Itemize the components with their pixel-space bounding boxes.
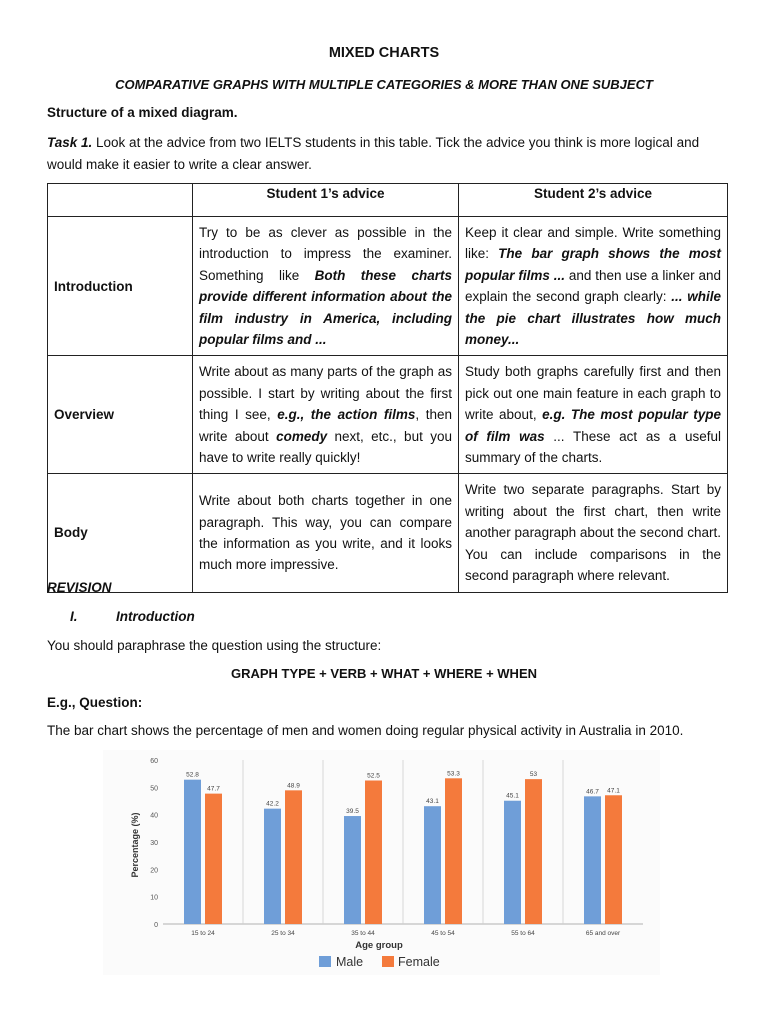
y-tick-label: 10 — [150, 894, 158, 902]
bar-female-5 — [605, 795, 622, 924]
y-tick-label: 0 — [154, 922, 158, 929]
table-header-row — [48, 184, 728, 217]
bar-chart — [103, 750, 660, 975]
row-label-overview: Overview — [48, 356, 193, 474]
legend-swatch-female — [382, 956, 394, 967]
intro-s2-text-2: and then use a linker and explain the second graph clearly: — [465, 267, 721, 305]
overview-student2-cell — [459, 356, 728, 474]
bar-chart-svg — [103, 750, 660, 975]
page-subtitle: COMPARATIVE GRAPHS WITH MULTIPLE CATEGORIES & MORE THAN ONE SUBJECT — [115, 77, 653, 92]
chart-grid — [163, 760, 643, 924]
table-header-student2: Student 2’s advice — [459, 184, 728, 217]
data-label-female: 53.3 — [447, 770, 460, 778]
bar-male-4 — [504, 801, 521, 924]
introduction-student1-cell — [193, 217, 459, 356]
table-header-student1: Student 1’s advice — [193, 184, 459, 217]
y-tick-label: 60 — [150, 758, 158, 765]
legend-swatch-male — [319, 956, 331, 967]
paraphrase-instruction: You should paraphrase the question using the structure: — [47, 638, 382, 653]
bar-female-4 — [525, 779, 542, 924]
x-tick-label: 25 to 34 — [271, 930, 295, 937]
revision-heading: REVISION — [47, 580, 112, 595]
data-label-female: 53 — [529, 771, 538, 779]
intro-s1-example: Both these charts provide different information about the film industry in America, including popular films and ... — [199, 267, 452, 348]
data-label-male: 43.1 — [426, 798, 439, 806]
overview-s1-text-2: , then write about — [199, 407, 453, 444]
table-header-empty — [48, 184, 193, 217]
intro-s1-text: Try to be as clever as possible in the introduction to impress the examiner. Something like — [199, 225, 452, 283]
x-tick-label: 45 to 54 — [431, 930, 455, 937]
data-label-male: 52.8 — [186, 771, 199, 779]
example-label: E.g., Question: — [47, 695, 143, 710]
advice-table — [47, 183, 728, 593]
section-title: Introduction — [116, 609, 195, 624]
overview-s1-text: Write about as many parts of the graph as possible. I start by writing about the first thing I see, — [199, 364, 452, 423]
bar-female-1 — [285, 790, 302, 924]
section-number: I. — [70, 609, 78, 624]
data-label-female: 52.5 — [367, 772, 380, 780]
x-tick-label: 15 to 24 — [191, 930, 215, 937]
data-label-female: 48.9 — [287, 782, 300, 790]
table-row-body — [48, 474, 728, 592]
table-row-overview — [48, 356, 728, 474]
data-label-male: 45.1 — [506, 792, 519, 800]
legend-label-male: Male — [336, 955, 364, 969]
data-label-male: 42.2 — [266, 800, 279, 808]
introduction-student2-cell — [459, 217, 728, 356]
y-tick-label: 40 — [150, 812, 158, 820]
legend-label-female: Female — [398, 955, 440, 969]
page-title: MIXED CHARTS — [328, 45, 440, 61]
task-text: Look at the advice from two IELTS students in this table. Tick the advice you think is more logical and would make it easier to write a clear answer. — [47, 135, 700, 172]
overview-s2-text-2: ... These act as a useful summary of the charts. — [465, 428, 721, 466]
bar-male-0 — [184, 780, 201, 924]
structure-formula: GRAPH TYPE + VERB + WHAT + WHERE + WHEN — [230, 666, 538, 681]
x-tick-label: 55 to 64 — [511, 930, 535, 937]
x-axis-label: Age group — [355, 940, 403, 951]
bar-male-1 — [264, 809, 281, 924]
bar-male-5 — [584, 796, 601, 924]
bar-female-3 — [445, 778, 462, 924]
data-label-female: 47.7 — [207, 785, 220, 793]
overview-s1-example: e.g., the action films — [277, 407, 416, 423]
y-tick-label: 30 — [150, 840, 158, 847]
bar-male-3 — [424, 806, 441, 924]
x-tick-label: 65 and over — [585, 930, 621, 937]
structure-heading: Structure of a mixed diagram. — [47, 105, 238, 120]
task-label: Task 1. — [47, 135, 93, 150]
table-row-introduction — [48, 217, 728, 356]
y-axis-label: Percentage (%) — [130, 812, 140, 878]
intro-s2-example-2: ... while the pie chart illustrates how much money... — [465, 289, 721, 348]
data-label-female: 47.1 — [607, 787, 620, 795]
body-student2-cell: Write two separate paragraphs. Start by writing about the first chart, then write another paragraph about the second chart. You can include comparisons in the second paragraph where relevant. — [459, 474, 728, 592]
example-question: The bar chart shows the percentage of men and women doing regular physical activity in Australia in 2010. — [47, 723, 684, 738]
overview-s2-text: Study both graphs carefully first and then pick out one main feature in each graph to write about, — [465, 364, 721, 423]
overview-student1-cell — [193, 356, 459, 474]
task-instructions — [47, 132, 723, 176]
overview-s1-text-3: next, etc., but you have to write really quickly! — [199, 428, 452, 466]
body-student1-cell: Write about both charts together in one paragraph. This way, you can compare the information as you write, and it looks much more impressive. — [193, 474, 459, 592]
intro-s2-text: Keep it clear and simple. Write something like: — [465, 225, 721, 262]
overview-s2-example: e.g. The most popular type of film was — [465, 407, 721, 444]
bar-female-0 — [205, 794, 222, 924]
bar-male-2 — [344, 816, 361, 924]
data-label-male: 39.5 — [346, 808, 359, 816]
y-tick-label: 50 — [150, 785, 158, 793]
data-label-male: 46.7 — [586, 788, 599, 796]
bar-female-2 — [365, 781, 382, 925]
row-label-body: Body — [48, 474, 193, 592]
overview-s1-comedy: comedy — [276, 428, 328, 444]
intro-s2-example-1: The bar graph shows the most popular films ... — [465, 246, 721, 283]
y-tick-label: 20 — [150, 867, 158, 875]
x-tick-label: 35 to 44 — [351, 930, 375, 937]
row-label-introduction: Introduction — [48, 217, 193, 356]
